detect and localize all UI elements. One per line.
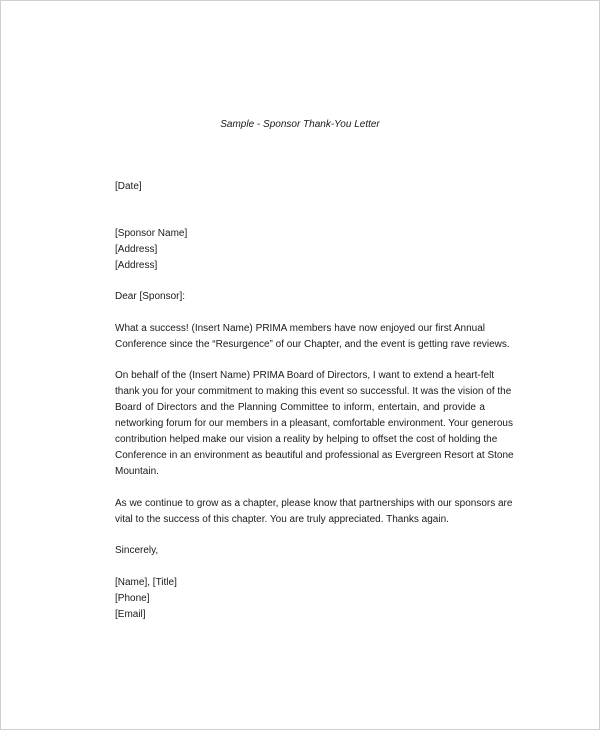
paragraph-2-line: contribution helped make our vision a reality by helping to offset the cost of holding the <box>115 434 498 445</box>
paragraph-2-line: Board of Directors and the Planning Committee to inform, entertain, and provide a <box>115 402 485 413</box>
paragraph-1 <box>115 321 510 353</box>
paragraph-3-line: As we continue to grow as a chapter, please know that partnerships with our sponsors are <box>115 498 513 509</box>
signature-name-title: [Name], [Title] <box>115 577 177 588</box>
paragraph-2 <box>115 368 514 480</box>
recipient-address-2: [Address] <box>115 260 158 271</box>
signature-email: [Email] <box>115 609 146 620</box>
paragraph-3 <box>115 496 513 528</box>
paragraph-2-line: thank you for your commitment to making this event so successful. It was the vision of the <box>115 386 512 397</box>
paragraph-3-line: vital to the success of this chapter. You are truly appreciated. Thanks again. <box>115 514 449 525</box>
salutation: Dear [Sponsor]: <box>115 291 186 302</box>
recipient-name: [Sponsor Name] <box>115 228 188 239</box>
recipient-address-1: [Address] <box>115 244 158 255</box>
paragraph-2-line: Conference in an environment as beautiful and professional as Evergreen Resort at Stone <box>115 450 514 461</box>
closing: Sincerely, <box>115 545 159 556</box>
paragraph-2-line: Mountain. <box>115 466 159 477</box>
date-line: [Date] <box>115 181 142 192</box>
paragraph-2-line: networking forum for our members in a pleasant, comfortable environment. Your generous <box>115 418 513 429</box>
paragraph-1-line: Conference since the “Resurgence” of our Chapter, and the event is getting rave reviews. <box>115 339 510 350</box>
paragraph-2-line: On behalf of the (Insert Name) PRIMA Board of Directors, I want to extend a heart-felt <box>115 370 495 381</box>
letter-title: Sample - Sponsor Thank-You Letter <box>220 119 380 130</box>
signature-phone: [Phone] <box>115 593 150 604</box>
paragraph-1-line: What a success! (Insert Name) PRIMA members have now enjoyed our first Annual <box>115 323 485 334</box>
